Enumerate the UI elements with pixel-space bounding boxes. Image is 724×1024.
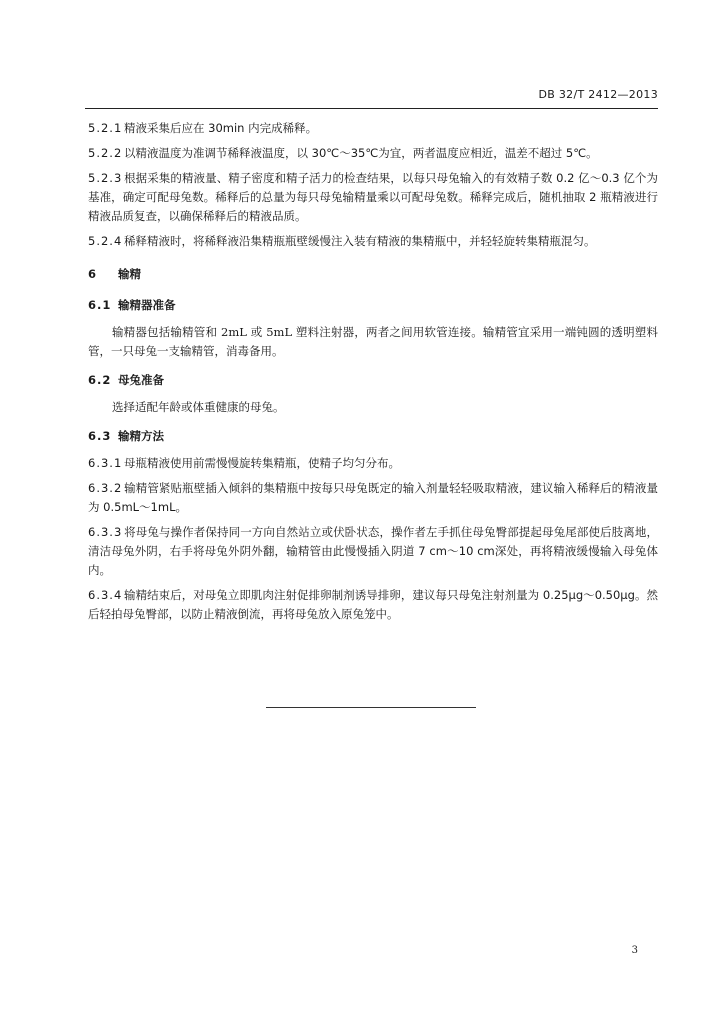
section-number: 6.3 <box>88 429 112 443</box>
clause-text: 母瓶精液使用前需慢慢旋转集精瓶，使精子均匀分布。 <box>124 456 400 470</box>
clause-5-2-2 <box>88 144 658 163</box>
clause-5-2-4 <box>88 232 658 251</box>
section-title: 输精方法 <box>118 429 164 443</box>
clause-text: 输精管紧贴瓶壁插入倾斜的集精瓶中按每只母兔既定的输入剂量轻轻吸取精液，建议输入稀释后的精液量为 0.5mL～1mL。 <box>88 481 658 514</box>
page-number: 3 <box>631 945 638 956</box>
section-number: 6.2 <box>88 373 112 387</box>
clause-number: 6.3.4 <box>88 588 123 602</box>
clause-5-2-1 <box>88 119 658 138</box>
document-body <box>88 119 658 630</box>
clause-number: 5.2.1 <box>88 121 123 135</box>
clause-6-3-1 <box>88 454 658 473</box>
section-6-2-body: 选择适配年龄或体重健康的母兔。 <box>112 400 285 414</box>
clause-6-3-2 <box>88 479 658 517</box>
header-rule <box>85 108 658 109</box>
section-title: 母兔准备 <box>118 373 164 387</box>
clause-number: 5.2.2 <box>88 146 123 160</box>
section-6-1-heading <box>88 296 658 315</box>
section-6-1-body: 输精器包括输精管和 2mL 或 5mL 塑料注射器，两者之间用软管连接。输精管宜采用一端钝圆的透明塑料管，一只母兔一支输精管，消毒备用。 <box>88 325 658 358</box>
clause-text: 根据采集的精液量、精子密度和精子活力的检查结果，以每只母兔输入的有效精子数 0.2 亿～0.3 亿个为基准，确定可配母兔数。稀释后的总量为每只母兔输精量乘以可配母兔数。稀释完成后，随机抽取 2 瓶精液进行精液品质复查，以确保稀释后的精液品质。 <box>88 171 658 223</box>
clause-text: 将母兔与操作者保持同一方向自然站立或伏卧状态，操作者左手抓住母兔臀部提起母兔尾部使后肢离地，清洁母兔外阴，右手将母兔外阴外翻，输精管由此慢慢插入阴道 7 cm～10 cm深处，再将精液缓慢输入母兔体内。 <box>88 525 658 577</box>
clause-number: 6.3.3 <box>88 525 123 539</box>
clause-5-2-3 <box>88 169 658 226</box>
clause-text: 输精结束后，对母兔立即肌肉注射促排卵制剂诱导排卵，建议每只母兔注射剂量为 0.25μg～0.50μg。然后轻拍母兔臀部，以防止精液倒流，再将母兔放入原兔笼中。 <box>88 588 658 621</box>
clause-text: 精液采集后应在 30min 内完成稀释。 <box>124 121 318 135</box>
clause-6-3-3 <box>88 523 658 580</box>
standard-code: DB 32/T 2412—2013 <box>538 88 658 101</box>
clause-number: 5.2.4 <box>88 234 123 248</box>
clause-text: 稀释精液时，将稀释液沿集精瓶瓶壁缓慢注入装有精液的集精瓶中，并轻轻旋转集精瓶混匀。 <box>124 234 596 248</box>
chapter-6-heading <box>88 265 658 284</box>
section-number: 6.1 <box>88 298 112 312</box>
chapter-number: 6 <box>88 267 98 281</box>
clause-text: 以精液温度为准调节稀释液温度，以 30℃～35℃为宜，两者温度应相近，温差不超过 5℃。 <box>124 146 598 160</box>
section-6-2-heading <box>88 371 658 390</box>
section-6-3-heading <box>88 427 658 446</box>
clause-number: 6.3.1 <box>88 456 123 470</box>
end-of-text-rule <box>266 707 476 708</box>
clause-number: 5.2.3 <box>88 171 123 185</box>
clause-6-3-4 <box>88 586 658 624</box>
chapter-title: 输精 <box>118 267 141 281</box>
section-title: 输精器准备 <box>118 298 176 312</box>
clause-number: 6.3.2 <box>88 481 123 495</box>
